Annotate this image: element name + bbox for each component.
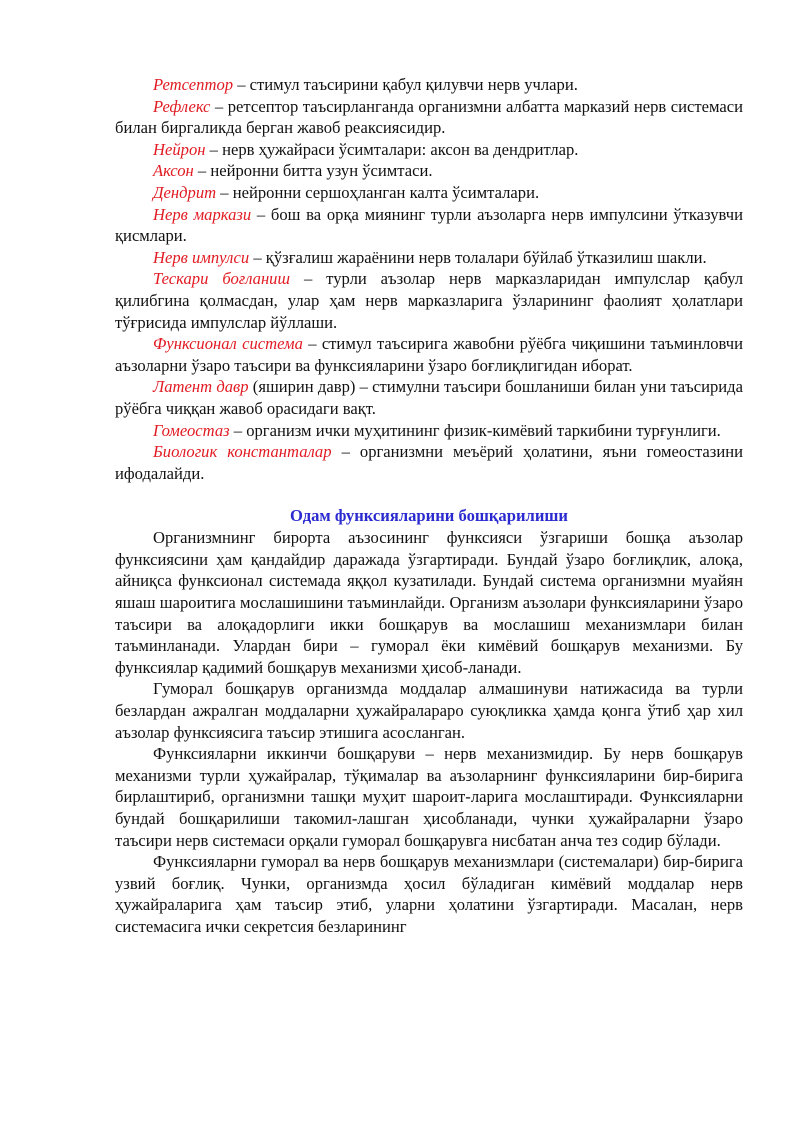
term-axon: Аксон (153, 161, 194, 181)
body-paragraph: Организмнинг бирорта аъзосининг функсияси ўзгариши бошқа аъзолар функсиясини ҳам қандайдир даражада ўзгартиради. Бундай ўзаро боғлиқлик, алоқа, айниқса функсионал системада яққол кузатилади. Бундай система организмни муайян яшаш шароитига мослашишини таъминлайди. Организм аъзолари функсияларини ўзаро таъсири ва алоқадорлиги икки бошқарув ва мослашиш механизмлари билан таъминланади. Улардан бири – гуморал ёки кимёвий бошқарув механизми. Бу функсиялар қадимий бошқарув механизми ҳисоб-ланади. (115, 528, 743, 677)
term-biological-constants: Биологик константалар (153, 442, 332, 462)
section-heading: Одам функсияларини бошқарилиши (290, 506, 568, 526)
definition-receptor (115, 74, 743, 96)
definition-text: – нейронни битта узун ўсимтаси. (193, 161, 433, 181)
definition-homeostasis (115, 420, 743, 442)
definition-nerve-center (115, 204, 743, 247)
definition-text: – организмни меъёрий ҳолатини, яъни гомеостазини ифодалайди. (115, 442, 743, 483)
definition-nerve-impulse (115, 247, 743, 269)
definition-text: – стимул таъсирига жавобни рўёбга чиқишини таъминловчи аъзоларни ўзаро таъсири ва функсияларини ўзаро боғлиқлигидан иборат. (115, 334, 743, 375)
term-latent-period: Латент давр (153, 377, 249, 397)
definition-reflex (115, 96, 743, 139)
definition-text: – нерв ҳужайраси ўсимталари: аксон ва дендритлар. (205, 139, 579, 159)
definition-axon (115, 160, 743, 182)
term-nerve-center: Нерв маркази (153, 204, 252, 224)
definition-text: – нейронни сершоҳланган калта ўсимталари. (216, 182, 540, 202)
document-page (115, 74, 743, 938)
term-homeostasis: Гомеостаз (153, 420, 230, 440)
term-dendrite: Дендрит (153, 182, 217, 202)
definition-text: – турли аъзолар нерв марказларидан импулслар қабул қилибгина қолмасдан, улар ҳам нерв марказларига ўзларининг фаолият ҳолатлари тўғрисида импулслар йўллаши. (115, 269, 744, 332)
definition-biological-constants (115, 441, 743, 484)
definition-text: – стимул таъсирини қабул қилувчи нерв учлари. (233, 75, 578, 94)
definition-text: – бош ва орқа миянинг турли аъзоларга нерв импулсини ўтказувчи қисмлари. (115, 204, 743, 246)
definition-text: – қўзғалиш жараёнини нерв толалари бўйлаб ўтказилиш шакли. (249, 247, 707, 267)
definition-latent-period (115, 376, 743, 419)
definition-text: – ретсептор таъсирланганда организмни албатта марказий нерв системаси билан биргаликда берган жавоб реаксиясидир. (115, 96, 743, 138)
body-paragraph: Функсияларни иккинчи бошқаруви – нерв механизмидир. Бу нерв бошқарув механизми турли ҳужайралар, тўқималар ва аъзоларнинг функсияларини бир-бирига бирлаштириб, организмни ташқи муҳит шароит-ларига мослаштиради. Функсияларни бундай бошқарилиши такомил-лашган ҳисобланади, чунки ҳужайраларни ўзаро таъсири нерв системаси орқали гуморал бошқарувга нисбатан анча тез содир бўлади. (115, 744, 743, 850)
definition-dendrite (115, 182, 743, 204)
term-nerve-impulse: Нерв импулси (153, 247, 250, 267)
definitions-list (115, 74, 743, 484)
term-functional-system: Функсионал система (153, 334, 303, 354)
definition-neuron (115, 139, 743, 161)
definition-feedback (115, 268, 743, 333)
section-body (115, 527, 743, 937)
term-neuron: Нейрон (153, 139, 206, 159)
body-paragraph: Гуморал бошқарув организмда моддалар алмашинуви натижасида ва турли безлардан ажралган моддаларни ҳужайралараро суюқликка ҳамда қонга ўтиб ҳар хил аъзолар функсиясига таъсир этишига асосланган. (115, 679, 743, 742)
definition-text: (яширин давр) – стимулни таъсири бошланиши билан уни таъсирида рўёбга чиққан жавоб орасидаги вақт. (115, 377, 743, 418)
term-feedback: Тескари боғланиш (153, 269, 291, 289)
term-receptor: Ретсептор (153, 75, 234, 94)
definition-text: – организм ички муҳитининг физик-кимёвий таркибини турғунлиги. (229, 420, 721, 440)
definition-functional-system (115, 333, 743, 376)
body-paragraph: Функсияларни гуморал ва нерв бошқарув механизмлари (системалари) бир-бирига узвий боғлиқ. Чунки, организмда ҳосил бўладиган кимёвий моддалар нерв ҳужайраларига ҳам таъсир этиб, уларни ҳолатини ўзгартиради. Масалан, нерв системасига ички секретсия безларининг (115, 852, 743, 936)
term-reflex: Рефлекс (153, 96, 211, 116)
